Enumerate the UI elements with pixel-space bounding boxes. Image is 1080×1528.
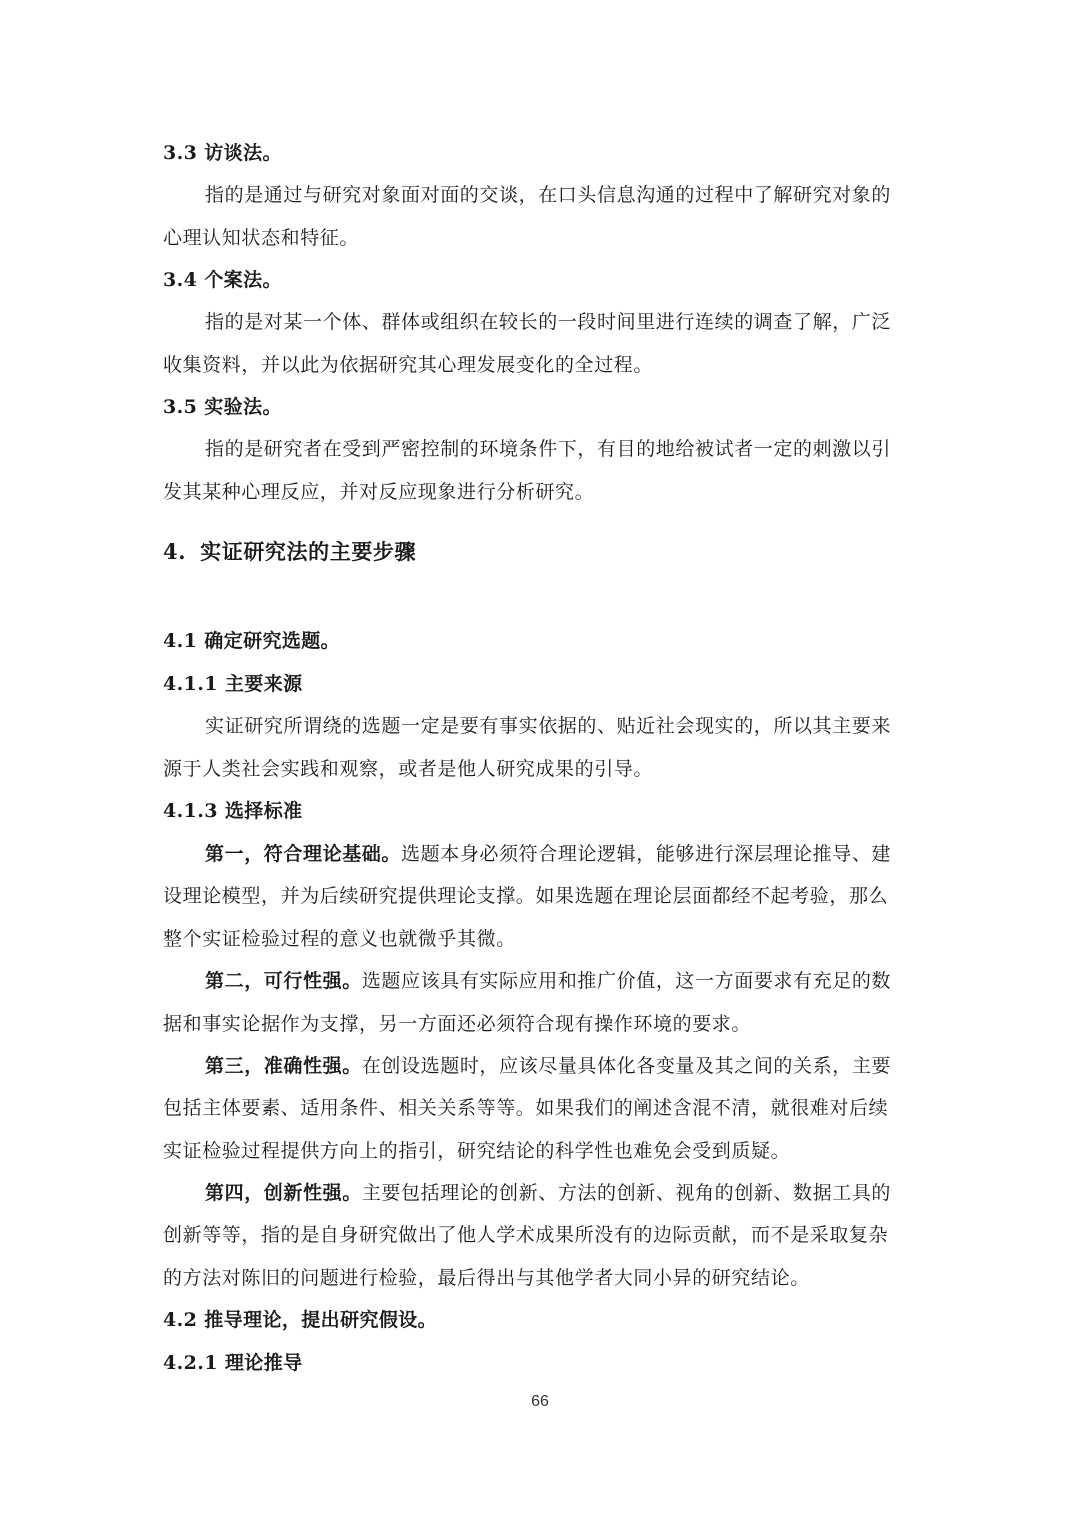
paragraph-line: 据和事实论据作为支撑，另一方面还必须符合现有操作环境的要求。 (163, 1013, 752, 1035)
paragraph-line (205, 1179, 965, 1207)
section-heading-3-4: 3.4 个案法。 (163, 269, 282, 291)
paragraph-line: 心理认知状态和特征。 (163, 227, 360, 249)
page-number: 66 (531, 1393, 549, 1410)
paragraph-line: 指的是通过与研究对象面对面的交谈，在口头信息沟通的过程中了解研究对象的 (205, 184, 892, 206)
section-heading-4 (163, 538, 923, 566)
paragraph-line: 整个实证检验过程的意义也就微乎其微。 (163, 928, 516, 950)
section-heading-4-2-1: 4.2.1 理论推导 (163, 1352, 303, 1374)
paragraph-line (205, 967, 965, 995)
paragraph-line: 的方法对陈旧的问题进行检验，最后得出与其他学者大同小异的研究结论。 (163, 1267, 810, 1289)
paragraph-line: 源于人类社会实践和观察，或者是他人研究成果的引导。 (163, 758, 654, 780)
criterion-text: 选题应该具有实际应用和推广价值，这一方面要求有充足的数 (361, 970, 892, 992)
paragraph-line: 指的是对某一个体、群体或组织在较长的一段时间里进行连续的调查了解，广泛 (205, 311, 892, 333)
section-heading-4-1-1: 4.1.1 主要来源 (163, 673, 303, 695)
criterion-text: 在创设选题时，应该尽量具体化各变量及其之间的关系，主要 (361, 1055, 892, 1077)
criterion-lead: 第三，准确性强。 (205, 1055, 362, 1077)
section-heading-3-3: 3.3 访谈法。 (163, 142, 282, 164)
paragraph-line: 设理论模型，并为后续研究提供理论支撑。如果选题在理论层面都经不起考验，那么 (163, 885, 889, 907)
paragraph-line: 发其某种心理反应，并对反应现象进行分析研究。 (163, 481, 595, 503)
section-heading-4-1-3: 4.1.3 选择标准 (163, 800, 303, 822)
paragraph-line: 包括主体要素、适用条件、相关关系等等。如果我们的阐述含混不清，就很难对后续 (163, 1097, 889, 1119)
paragraph-line (205, 1052, 965, 1080)
section-heading-4-2: 4.2 推导理论，提出研究假设。 (163, 1309, 438, 1331)
section-heading-4-1: 4.1 确定研究选题。 (163, 630, 341, 652)
criterion-lead: 第二，可行性强。 (205, 970, 362, 992)
criterion-lead: 第一，符合理论基础。 (205, 843, 402, 865)
paragraph-line: 实证研究所谓绕的选题一定是要有事实依据的、贴近社会现实的，所以其主要来 (205, 715, 892, 737)
criterion-text: 选题本身必须符合理论逻辑，能够进行深层理论推导、建 (401, 843, 892, 865)
criterion-text: 主要包括理论的创新、方法的创新、视角的创新、数据工具的 (361, 1182, 892, 1204)
paragraph-line (205, 840, 965, 868)
paragraph-line: 创新等等，指的是自身研究做出了他人学术成果所没有的边际贡献，而不是采取复杂 (163, 1224, 889, 1246)
criterion-lead: 第四，创新性强。 (205, 1182, 362, 1204)
paragraph-line: 实证检验过程提供方向上的指引，研究结论的科学性也难免会受到质疑。 (163, 1140, 791, 1162)
section-title: 实证研究法的主要步骤 (200, 539, 417, 564)
paragraph-line: 指的是研究者在受到严密控制的环境条件下，有目的地给被试者一定的刺激以引 (205, 438, 892, 460)
paragraph-line: 收集资料，并以此为依据研究其心理发展变化的全过程。 (163, 354, 654, 376)
section-number: 4. (163, 539, 187, 564)
section-heading-3-5: 3.5 实验法。 (163, 396, 282, 418)
